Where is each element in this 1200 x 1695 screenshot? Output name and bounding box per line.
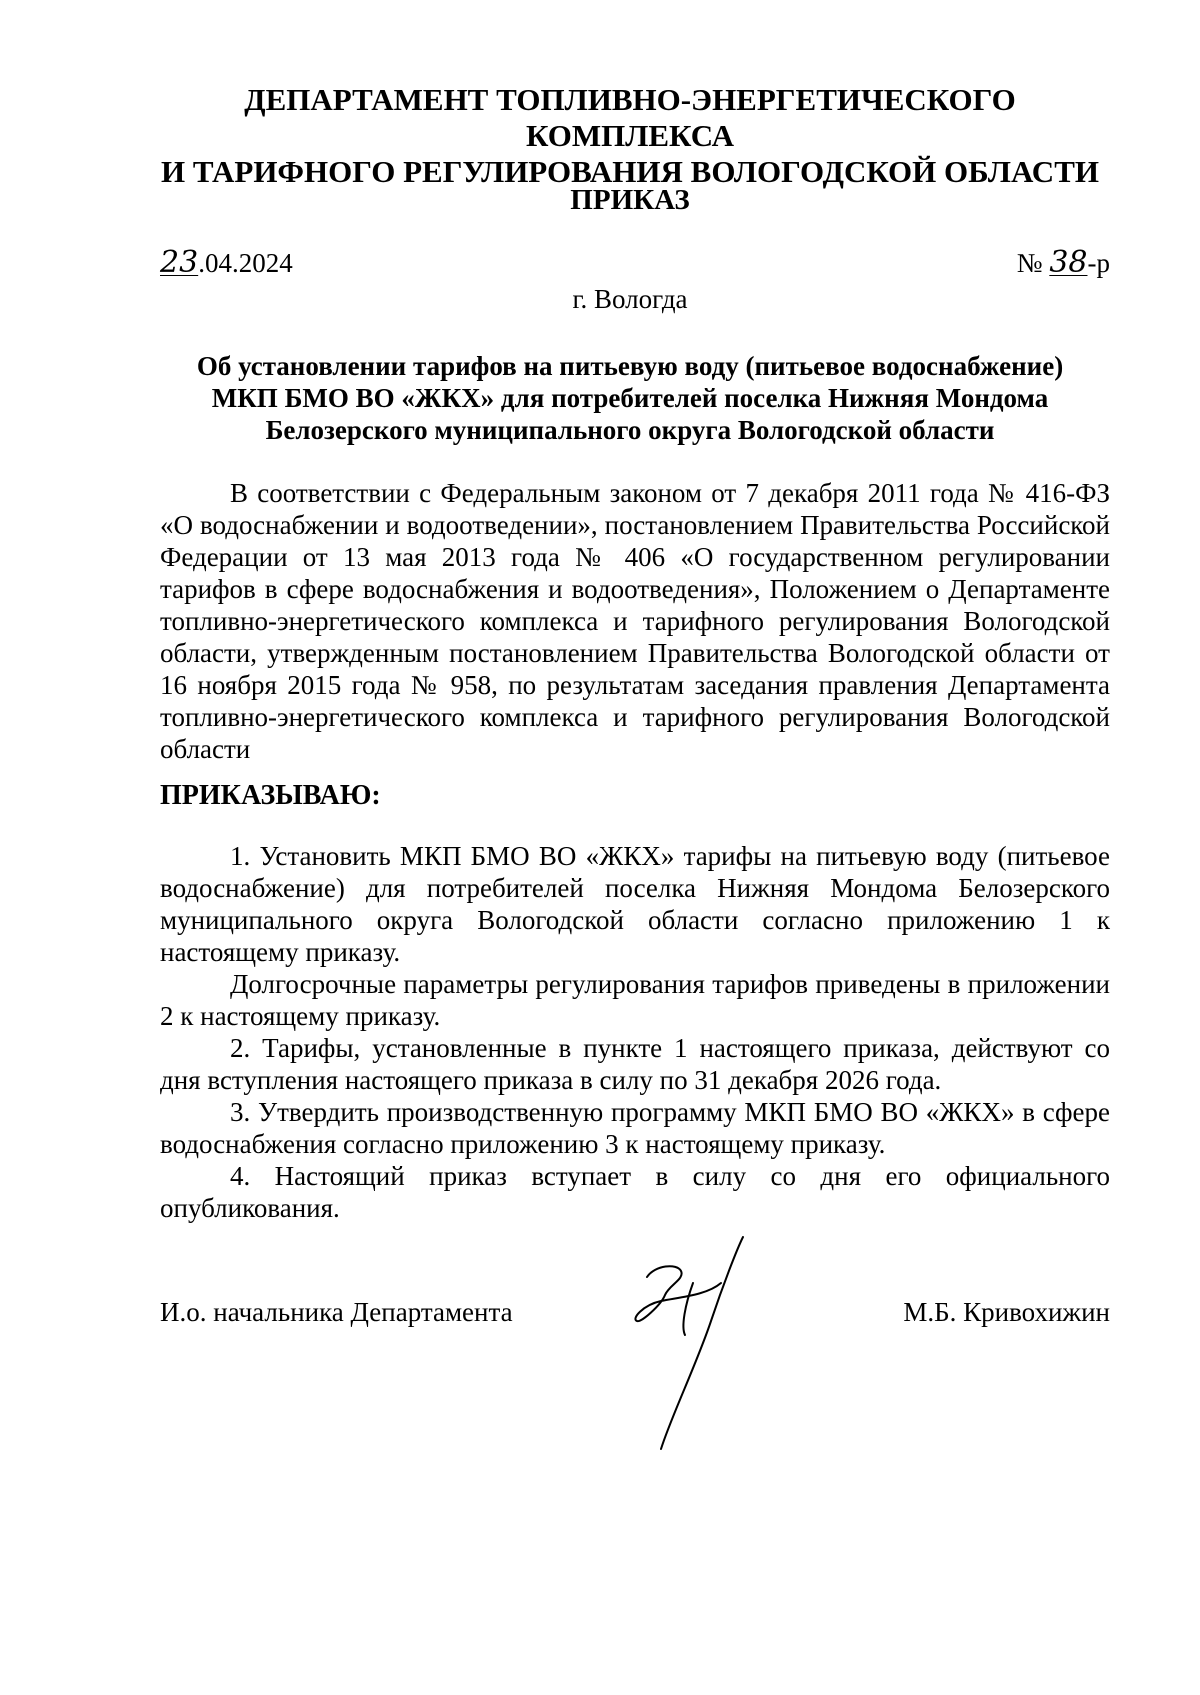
department-line-1: ДЕПАРТАМЕНТ ТОПЛИВНО-ЭНЕРГЕТИЧЕСКОГО КОМПЛЕКСА [244, 82, 1016, 153]
order-item-4: 4. Настоящий приказ вступает в силу со дня его официального опубликования. [160, 1161, 1110, 1223]
title-line-2: МКП БМО ВО «ЖКХ» для потребителей поселка Нижняя Мондома [211, 383, 1049, 413]
date-day-handwritten: 23 [160, 245, 199, 280]
preamble-block [160, 477, 1110, 765]
title-line-3: Белозерского муниципального округа Вологодской области [265, 415, 995, 445]
number-value-handwritten: 38 [1049, 245, 1088, 280]
signature-svg [625, 1235, 785, 1465]
order-word: ПРИКАЗЫВАЮ: [160, 780, 381, 811]
order-item-3: 3. Утвердить производственную программу МКП БМО ВО «ЖКХ» в сфере водоснабжения согласно приложению 3 к настоящему приказу. [160, 1097, 1110, 1159]
order-item-1-params: Долгосрочные параметры регулирования тарифов приведены в приложении 2 к настоящему приказу. [160, 969, 1110, 1031]
document-title [150, 350, 1110, 446]
department-heading [150, 82, 1110, 190]
number-suffix: -р [1087, 248, 1110, 278]
date-month-year: .04.2024 [198, 248, 293, 278]
number-prefix: № [1016, 248, 1050, 278]
signatory-name: М.Б. Кривохижин [903, 1297, 1110, 1327]
document-city: г. Вологда [572, 284, 688, 314]
department-line-2: И ТАРИФНОГО РЕГУЛИРОВАНИЯ ВОЛОГОДСКОЙ ОБЛАСТИ [161, 154, 1099, 189]
signatory-role: И.о. начальника Департамента [160, 1297, 513, 1327]
document-type: ПРИКАЗ [570, 184, 690, 216]
document-number [1017, 247, 1110, 279]
order-item-2: 2. Тарифы, установленные в пункте 1 настоящего приказа, действуют со дня вступления настоящего приказа в силу по 31 декабря 2026 года. [160, 1033, 1110, 1095]
document-date [160, 247, 293, 279]
title-line-1: Об установлении тарифов на питьевую воду (питьевое водоснабжение) [196, 351, 1064, 381]
order-items [160, 840, 1110, 1224]
preamble-paragraph: В соответствии с Федеральным законом от 7 декабря 2011 года № 416-ФЗ «О водоснабжении и водоотведении», постановлением Правительства Российской Федерации от 13 мая 2013 года № 406 «О государственном регулировании тарифов в сфере водоснабжения и водоотведения», Положением о Департаменте топливно-энергетического комплекса и тарифного регулирования Вологодской области, утвержденным постановлением Правительства Вологодской области от 16 ноября 2015 года № 958, по результатам заседания правления Департамента топливно-энергетического комплекса и тарифного регулирования Вологодской области [160, 478, 1110, 764]
handwritten-signature-icon [625, 1235, 785, 1470]
order-item-1: 1. Установить МКП БМО ВО «ЖКХ» тарифы на питьевую воду (питьевое водоснабжение) для потребителей поселка Нижняя Мондома Белозерского муниципального округа Вологодской области согласно приложению 1 к настоящему приказу. [160, 841, 1110, 967]
